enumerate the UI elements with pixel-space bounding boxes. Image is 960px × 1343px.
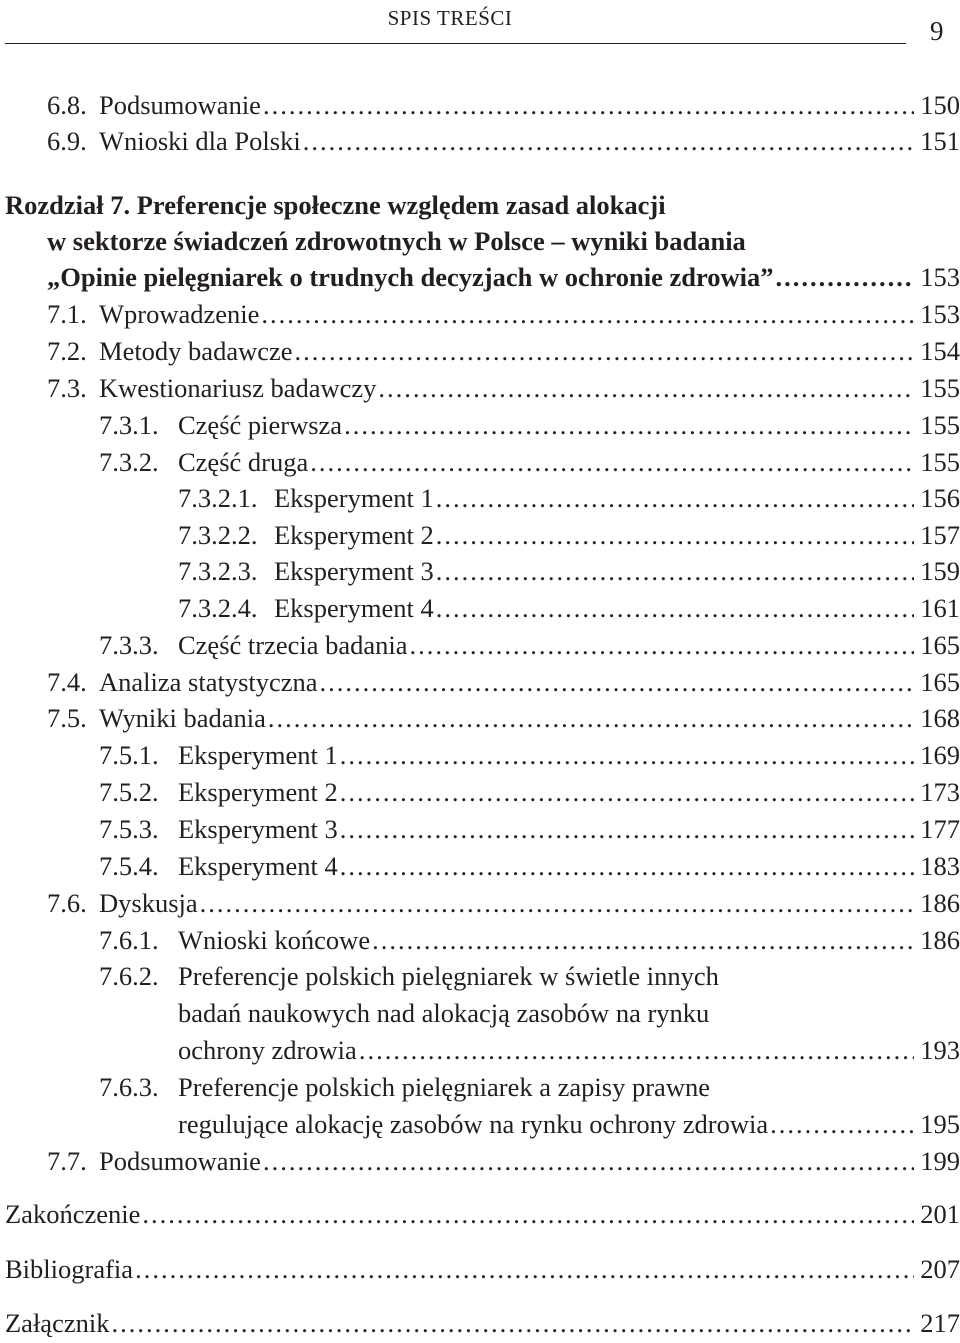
entry-page: 155	[920, 447, 960, 477]
entry-title: Preferencje polskich pielęgniarek a zapisy prawne	[178, 1072, 710, 1102]
dot-leader	[436, 517, 915, 554]
entry-number: 7.6.	[47, 888, 87, 918]
toc-entry[interactable]	[47, 700, 960, 737]
entry-page: 159	[920, 556, 960, 586]
dot-leader	[436, 590, 915, 627]
toc-entry[interactable]	[99, 627, 960, 664]
toc-entry[interactable]	[5, 1305, 960, 1342]
entry-title: Część trzecia badania	[178, 630, 408, 660]
toc-entry[interactable]	[99, 848, 960, 885]
entry-page: 199	[920, 1146, 960, 1176]
entry-page: 156	[920, 483, 960, 513]
dot-leader	[340, 848, 915, 885]
entry-title: Wnioski dla Polski	[99, 126, 301, 156]
toc-entry[interactable]	[47, 664, 960, 701]
entry-title-continued: badań naukowych nad alokacją zasobów na rynku	[178, 998, 710, 1028]
entry-page: 168	[920, 703, 960, 733]
entry-title: Część pierwsza	[178, 410, 343, 440]
entry-number: 7.2.	[47, 336, 87, 366]
dot-leader	[378, 370, 914, 407]
entry-title: Załącznik	[5, 1308, 110, 1338]
entry-title: Metody badawcze	[99, 336, 293, 366]
entry-number: 7.5.	[47, 703, 87, 733]
entry-page: 217	[920, 1308, 960, 1338]
entry-number: 7.3.2.3.	[178, 556, 258, 586]
entry-number: 7.3.2.1.	[178, 483, 258, 513]
entry-title: Zakończenie	[5, 1199, 141, 1229]
dot-leader	[770, 1106, 914, 1143]
entry-title: Kwestionariusz badawczy	[99, 373, 377, 403]
entry-title: Podsumowanie	[99, 1146, 261, 1176]
entry-title: Eksperyment 4	[274, 593, 434, 623]
dot-leader	[359, 1032, 914, 1069]
toc-entry[interactable]	[178, 1106, 960, 1143]
header-rule	[5, 43, 906, 44]
entry-number: 7.5.2.	[99, 777, 159, 807]
entry-page: 201	[920, 1199, 960, 1229]
entry-page: 169	[920, 740, 960, 770]
toc-entry[interactable]	[99, 407, 960, 444]
entry-number: 7.5.3.	[99, 814, 159, 844]
dot-leader	[263, 87, 914, 124]
dot-leader	[111, 1305, 914, 1342]
entry-page: 165	[920, 667, 960, 697]
entry-page: 154	[920, 336, 960, 366]
entry-number: 7.3.3.	[99, 630, 159, 660]
toc-entry-multiline[interactable]	[99, 1069, 710, 1106]
page-number: 9	[930, 16, 944, 46]
dot-leader	[263, 1143, 914, 1180]
dot-leader	[436, 553, 915, 590]
entry-title: Eksperyment 2	[274, 520, 434, 550]
entry-title: Część druga	[178, 447, 309, 477]
entry-title: Wnioski końcowe	[178, 925, 371, 955]
toc-entry[interactable]	[47, 123, 960, 160]
entry-page: 153	[920, 262, 960, 292]
entry-title-continued: regulujące alokację zasobów na rynku ochrony zdrowia	[178, 1109, 769, 1139]
entry-title: Eksperyment 1	[178, 740, 338, 770]
dot-leader	[268, 700, 914, 737]
dot-leader	[344, 407, 914, 444]
dot-leader	[340, 737, 915, 774]
chapter-heading[interactable]	[5, 187, 666, 224]
entry-number: 7.5.4.	[99, 851, 159, 881]
entry-page: 173	[920, 777, 960, 807]
entry-page: 150	[920, 90, 960, 120]
entry-number: 7.6.3.	[99, 1072, 159, 1102]
toc-entry[interactable]	[99, 774, 960, 811]
dot-leader	[776, 259, 915, 296]
toc-entry[interactable]	[47, 885, 960, 922]
dot-leader	[340, 774, 915, 811]
toc-entry[interactable]	[178, 1032, 960, 1069]
entry-number: 7.3.1.	[99, 410, 159, 440]
toc-entry[interactable]	[99, 922, 960, 959]
entry-number: 7.3.2.4.	[178, 593, 258, 623]
entry-title: Analiza statystyczna	[99, 667, 318, 697]
entry-title: Wprowadzenie	[99, 299, 260, 329]
entry-page: 186	[920, 888, 960, 918]
dot-leader	[135, 1251, 914, 1288]
entry-title: Eksperyment 4	[178, 851, 338, 881]
dot-leader	[200, 885, 915, 922]
toc-entry[interactable]	[47, 333, 960, 370]
toc-entry[interactable]	[99, 444, 960, 481]
entry-page: 165	[920, 630, 960, 660]
dot-leader	[295, 333, 915, 370]
toc-entry-multiline[interactable]	[99, 958, 719, 995]
dot-leader	[340, 811, 915, 848]
toc-entry[interactable]	[99, 811, 960, 848]
entry-page: 183	[920, 851, 960, 881]
entry-title: Preferencje polskich pielęgniarek w świetle innych	[178, 961, 719, 991]
header-title: SPIS TREŚCI	[387, 6, 513, 30]
entry-number: 7.3.2.2.	[178, 520, 258, 550]
entry-page: 177	[920, 814, 960, 844]
entry-page: 157	[920, 520, 960, 550]
entry-title-continued: „Opinie pielęgniarek o trudnych decyzjach w ochronie zdrowia”	[47, 262, 774, 292]
dot-leader	[310, 444, 914, 481]
entry-title: Eksperyment 1	[274, 483, 434, 513]
entry-page: 155	[920, 373, 960, 403]
toc-entry[interactable]	[47, 87, 960, 124]
dot-leader	[372, 922, 914, 959]
dot-leader	[142, 1196, 914, 1233]
dot-leader	[436, 480, 915, 517]
entry-number: 7.5.1.	[99, 740, 159, 770]
entry-page: 186	[920, 925, 960, 955]
toc-entry[interactable]	[47, 296, 960, 333]
entry-number: 7.4.	[47, 667, 87, 697]
entry-page: 151	[920, 126, 960, 156]
entry-page: 155	[920, 410, 960, 440]
dot-leader	[410, 627, 915, 664]
toc-entry[interactable]	[178, 553, 960, 590]
entry-title-continued: w sektorze świadczeń zdrowotnych w Polsce – wyniki badania	[47, 226, 746, 256]
toc-entry[interactable]	[99, 737, 960, 774]
entry-page: 207	[920, 1254, 960, 1284]
entry-page: 153	[920, 299, 960, 329]
entry-title: Preferencje społeczne względem zasad alokacji	[136, 190, 666, 220]
entry-title: Bibliografia	[5, 1254, 134, 1284]
toc-entry[interactable]	[5, 1251, 960, 1288]
dot-leader	[261, 296, 914, 333]
entry-number: 7.3.2.	[99, 447, 159, 477]
entry-number: 7.6.1.	[99, 925, 159, 955]
entry-page: 193	[920, 1035, 960, 1065]
toc-entry[interactable]	[178, 590, 960, 627]
entry-title: Eksperyment 2	[178, 777, 338, 807]
toc-entry[interactable]	[5, 1196, 960, 1233]
entry-title: Dyskusja	[99, 888, 198, 918]
entry-page: 161	[920, 593, 960, 623]
entry-page: 195	[920, 1109, 960, 1139]
entry-title-continued: ochrony zdrowia	[178, 1035, 357, 1065]
toc-entry[interactable]	[47, 1143, 960, 1180]
entry-number: 7.3.	[47, 373, 87, 403]
toc-entry[interactable]	[47, 370, 960, 407]
entry-title: Eksperyment 3	[274, 556, 434, 586]
entry-number: 6.8.	[47, 90, 87, 120]
entry-title: Eksperyment 3	[178, 814, 338, 844]
entry-number: 7.7.	[47, 1146, 87, 1176]
toc-entry[interactable]	[47, 259, 960, 296]
entry-title: Podsumowanie	[99, 90, 261, 120]
dot-leader	[320, 664, 915, 701]
entry-number: 6.9.	[47, 126, 87, 156]
toc-entry[interactable]	[178, 517, 960, 554]
toc-entry[interactable]	[178, 480, 960, 517]
dot-leader	[303, 123, 915, 160]
entry-title: Wyniki badania	[99, 703, 266, 733]
entry-number: 7.1.	[47, 299, 87, 329]
entry-number: Rozdział 7.	[5, 190, 131, 220]
entry-number: 7.6.2.	[99, 961, 159, 991]
